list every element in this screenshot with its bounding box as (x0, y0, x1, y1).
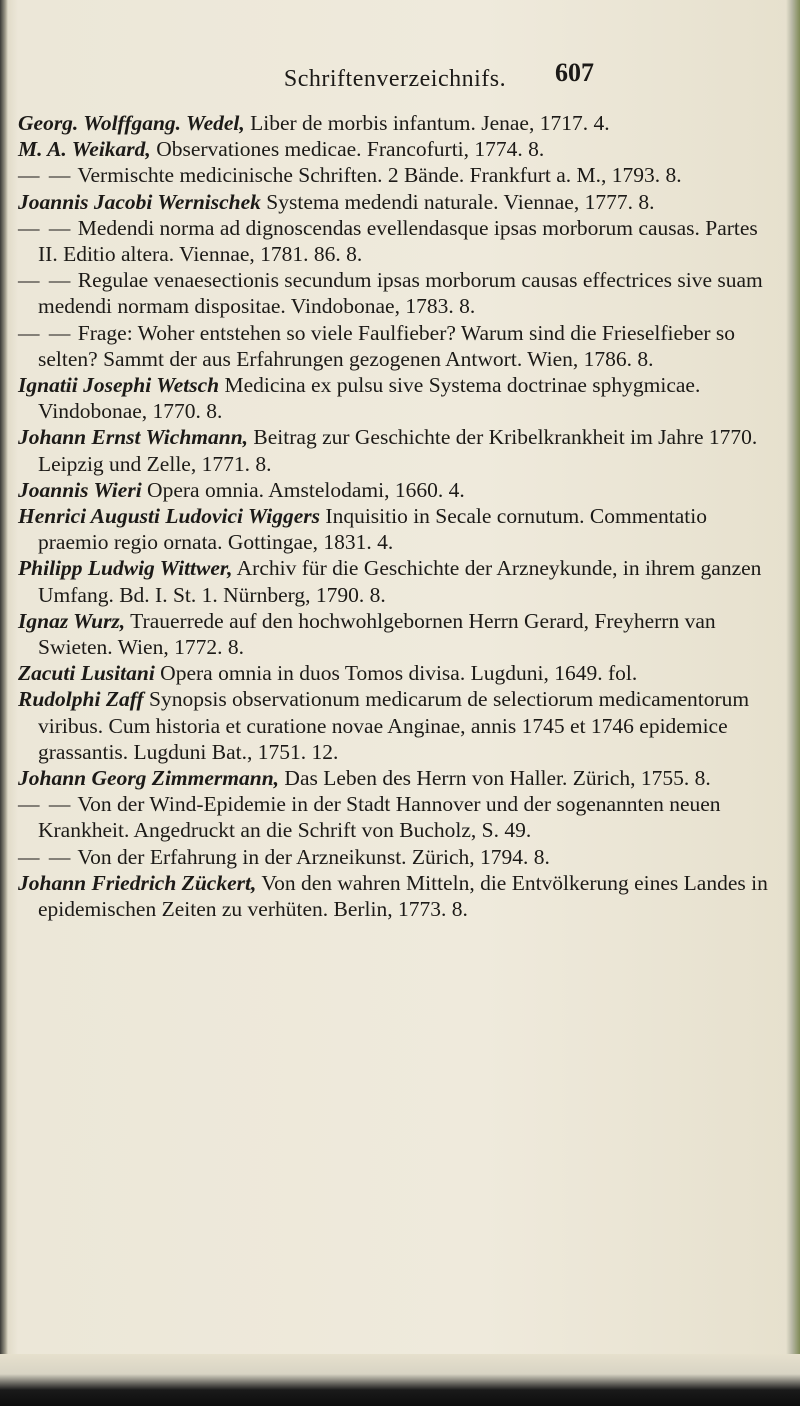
page-number: 607 (555, 58, 594, 87)
bibliography-entry (18, 765, 776, 791)
page-right-edge (786, 0, 800, 1406)
entry-author: Ignaz Wurz, (18, 608, 126, 633)
bibliography-entry (18, 477, 776, 503)
bibliography-entry (18, 136, 776, 162)
entry-author-repeat: — — (18, 215, 73, 240)
entry-text: Von der Wind-Epidemie in der Stadt Hannover und der sogenannten neuen Krankheit. Angedruckt an die Schrift von Bucholz, S. 49. (38, 792, 721, 843)
entry-text: Beitrag zur Geschichte der Kribelkrankheit im Jahre 1770. Leipzig und Zelle, 1771. 8. (38, 425, 758, 476)
entry-author: Zacuti Lusitani (18, 661, 155, 686)
entry-author: Joannis Wieri (18, 477, 142, 502)
entry-text: Medendi norma ad dignoscendas evellendasque ipsas morborum causas. Partes II. Editio altera. Viennae, 1781. 86. 8. (38, 215, 758, 267)
bibliography-list (18, 110, 776, 922)
entry-text: Systema medendi naturale. Viennae, 1777. 8. (260, 189, 655, 214)
bibliography-entry (18, 267, 776, 319)
bibliography-entry (18, 215, 776, 267)
entry-text: Vermischte medicinische Schriften. 2 Bände. Frankfurt a. M., 1793. 8. (72, 163, 682, 188)
entry-author: Johann Friedrich Zückert, (18, 870, 257, 895)
running-title: Schriftenverzeichnifs. (283, 66, 507, 92)
bibliography-entry (18, 608, 776, 660)
entry-author-repeat: — — (18, 320, 73, 345)
entry-text: Liber de morbis infantum. Jenae, 1717. 4. (244, 111, 610, 135)
entry-author: Henrici Augusti Ludovici Wiggers (18, 504, 321, 529)
entry-text: Synopsis observationum medicarum de selectiorum medicamentorum viribus. Cum historia et curatione novae Anginae, annis 1745 et 1746 epidemice grassantis. Lugduni Bat., 1751. 12. (38, 687, 750, 764)
entry-text: Medicina ex pulsu sive Systema doctrinae sphygmicae. Vindobonae, 1770. 8. (38, 373, 701, 424)
entry-text: Frage: Woher entstehen so viele Faulfieber? Warum sind die Frieselfieber so selten? Sammt der aus Erfahrungen gezogenen Antwort. Wien, 1786. 8. (38, 320, 736, 371)
bibliography-entry (18, 110, 776, 136)
entry-author: Philipp Ludwig Wittwer, (18, 556, 233, 581)
entry-author: Georg. Wolffgang. Wedel, (18, 111, 245, 135)
entry-author: M. A. Weikard, (18, 137, 151, 162)
entry-text: Das Leben des Herrn von Haller. Zürich, 1755. 8. (279, 766, 711, 791)
entry-text: Observationes medicae. Francofurti, 1774. 8. (150, 137, 545, 162)
entry-text: Regulae venaesectionis secundum ipsas morborum causas effectrices sive suam medendi normam dispositae. Vindobonae, 1783. 8. (38, 268, 763, 319)
bibliography-entry (18, 189, 776, 215)
entry-author: Joannis Jacobi Wernischek (18, 189, 261, 214)
entry-author: Ignatii Josephi Wetsch (18, 373, 220, 398)
bibliography-entry (18, 686, 776, 765)
entry-text: Archiv für die Geschichte der Arzneykunde, in ihrem ganzen Umfang. Bd. I. St. 1. Nürnberg, 1790. 8. (38, 556, 762, 607)
page-left-edge (0, 0, 8, 1406)
entry-text: Inquisitio in Secale cornutum. Commentatio praemio regio ornata. Gottingae, 1831. 4. (38, 504, 707, 555)
entry-text: Opera omnia. Amstelodami, 1660. 4. (141, 477, 465, 502)
entry-text: Opera omnia in duos Tomos divisa. Lugduni, 1649. fol. (154, 661, 638, 686)
entry-author-repeat: — — (18, 844, 73, 869)
bibliography-entry (18, 791, 776, 843)
entry-author-repeat: — — (18, 163, 73, 188)
entry-author: Johann Georg Zimmermann, (18, 766, 280, 791)
page-bottom-shadow (0, 1354, 800, 1406)
entry-author-repeat: — — (18, 792, 73, 817)
bibliography-entry (18, 162, 776, 188)
bibliography-entry (18, 372, 776, 424)
entry-text: Von den wahren Mitteln, die Entvölkerung eines Landes in epidemischen Zeiten zu verhüten. Berlin, 1773. 8. (38, 870, 768, 922)
entry-author-repeat: — — (18, 268, 73, 293)
bibliography-entry (18, 844, 776, 870)
bibliography-entry (18, 503, 776, 555)
bibliography-entry (18, 870, 776, 922)
entry-text: Trauerrede auf den hochwohlgebornen Herrn Gerard, Freyherrn van Swieten. Wien, 1772. 8. (38, 608, 716, 660)
entry-text: Von der Erfahrung in der Arzneikunst. Zürich, 1794. 8. (72, 844, 550, 869)
bibliography-entry (18, 660, 776, 686)
entry-author: Johann Ernst Wichmann, (18, 425, 249, 450)
bibliography-entry (18, 320, 776, 372)
bibliography-entry (18, 555, 776, 607)
bibliography-entry (18, 424, 776, 476)
page-header (0, 58, 800, 106)
entry-author: Rudolphi Zaff (18, 687, 144, 712)
